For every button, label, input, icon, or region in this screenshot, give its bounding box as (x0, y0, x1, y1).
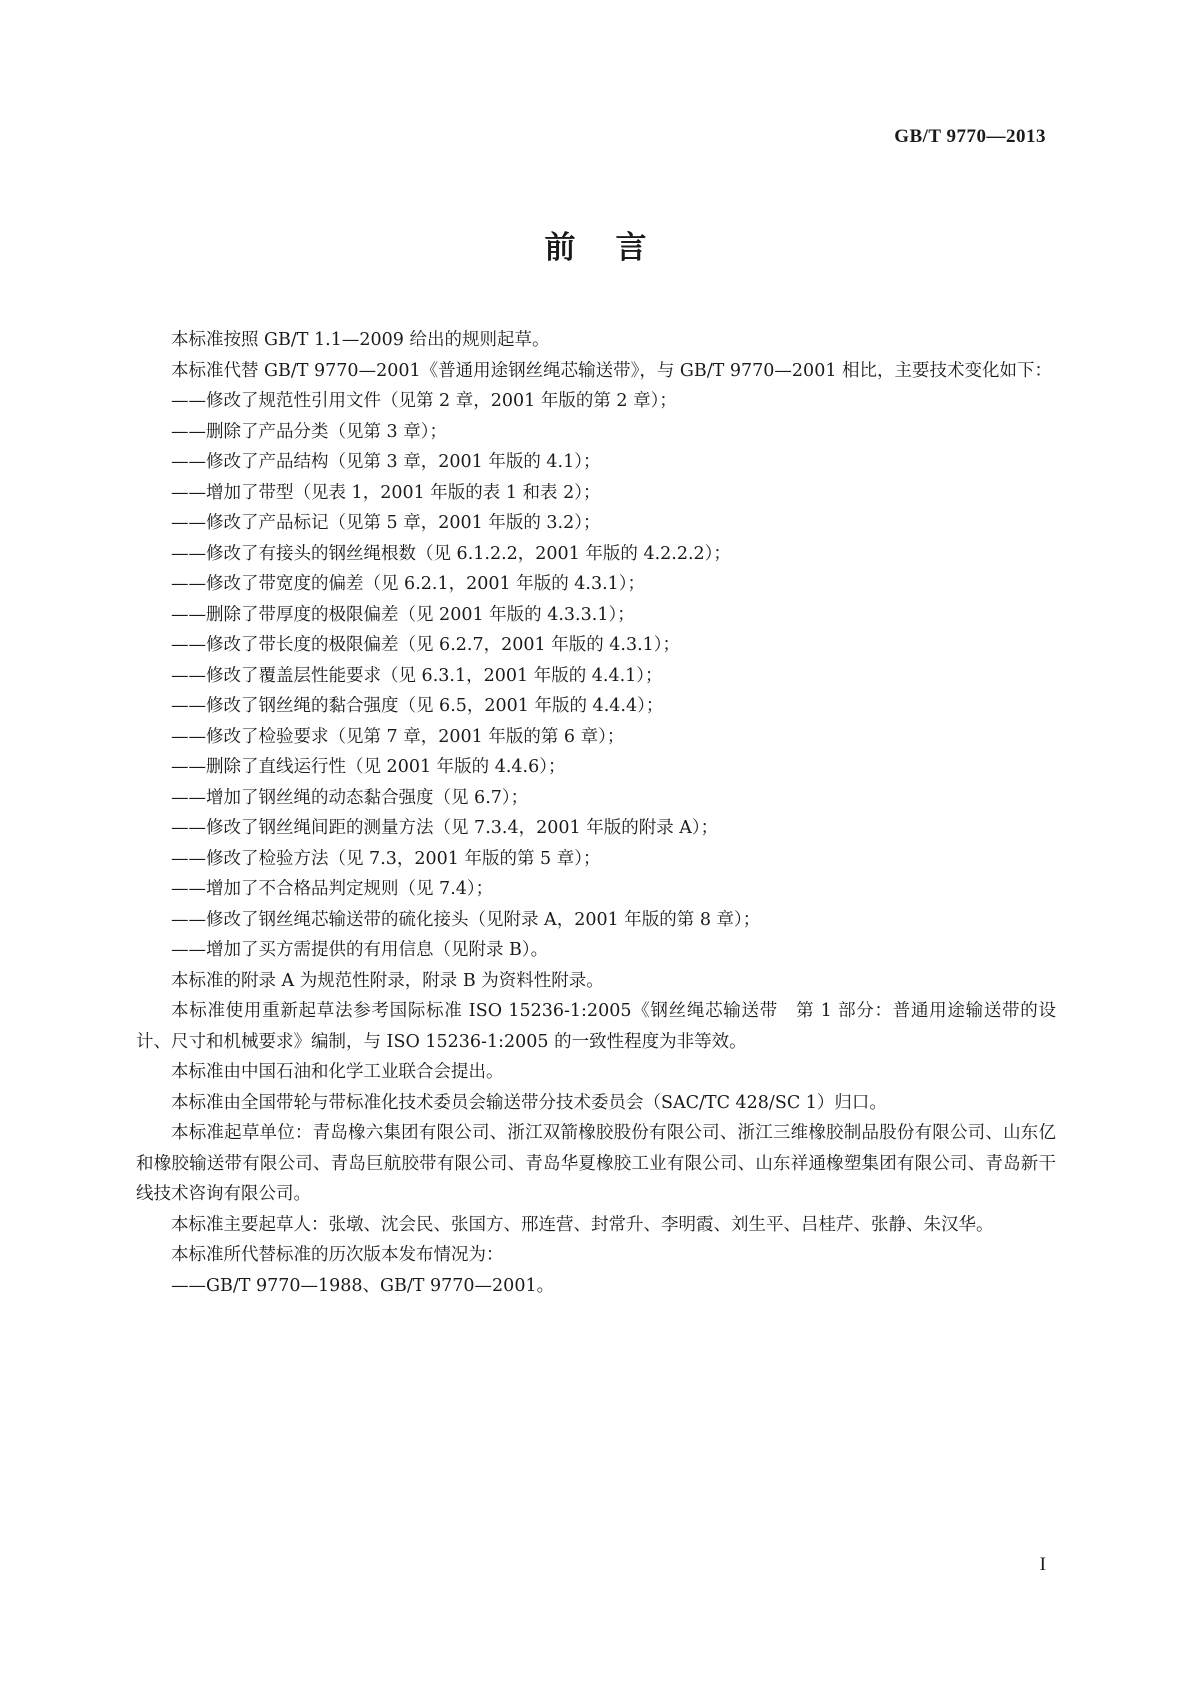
standard-number-header: GB/T 9770—2013 (894, 126, 1046, 147)
paragraph-annexes: 本标准的附录 A 为规范性附录，附录 B 为资料性附录。 (171, 970, 604, 991)
list-item: ——修改了覆盖层性能要求（见 6.3.1，2001 年版的 4.4.1）； (171, 665, 663, 686)
paragraph-committee: 本标准由全国带轮与带标准化技术委员会输送带分技术委员会（SAC/TC 428/SC 1）归口。 (171, 1092, 887, 1113)
list-item: ——修改了带宽度的偏差（见 6.2.1，2001 年版的 4.3.1）； (171, 574, 646, 594)
list-item: ——修改了钢丝绳间距的测量方法（见 7.3.4，2001 年版的附录 A）； (171, 818, 719, 838)
list-item: ——修改了规范性引用文件（见第 2 章，2001 年版的第 2 章）； (171, 391, 677, 411)
list-item: ——修改了产品结构（见第 3 章，2001 年版的 4.1）； (171, 452, 601, 472)
paragraph-history-intro: 本标准所代替标准的历次版本发布情况为： (171, 1245, 504, 1265)
list-item: ——修改了有接头的钢丝绳根数（见 6.1.2.2，2001 年版的 4.2.2.2）； (171, 543, 731, 564)
document-body (136, 325, 1056, 1301)
paragraph-replacement-intro: 本标准代替 GB/T 9770—2001《普通用途钢丝绳芯输送带》，与 GB/T 9770—2001 相比，主要技术变化如下： (171, 360, 1053, 381)
list-item: ——增加了带型（见表 1，2001 年版的表 1 和表 2）； (171, 482, 601, 503)
list-item: ——增加了钢丝绳的动态黏合强度（见 6.7）； (171, 787, 529, 808)
list-item: ——删除了产品分类（见第 3 章）； (171, 421, 448, 442)
paragraph-drafting-rules: 本标准按照 GB/T 1.1—2009 给出的规则起草。 (171, 330, 550, 350)
list-item: ——修改了带长度的极限偏差（见 6.2.7，2001 年版的 4.3.1）； (171, 635, 681, 655)
paragraph-drafters: 本标准主要起草人：张墩、沈会民、张国方、邢连营、封常升、李明霞、刘生平、吕桂芹、张静、朱汉华。 (171, 1214, 994, 1235)
history-item: ——GB/T 9770—1988、GB/T 9770—2001。 (171, 1275, 555, 1296)
list-item: ——删除了带厚度的极限偏差（见 2001 年版的 4.3.3.1）； (171, 604, 635, 625)
page-title: 前言 (544, 230, 687, 266)
list-item: ——修改了钢丝绳芯输送带的硫化接头（见附录 A，2001 年版的第 8 章）； (171, 909, 761, 930)
paragraph-iso-reference: 本标准使用重新起草法参考国际标准 ISO 15236-1:2005《钢丝绳芯输送带 第 1 部分：普通用途输送带的设计、尺寸和机械要求》编制，与 ISO 15236-1:2005 的一致性程度为非等效。 (136, 1001, 1056, 1052)
paragraph-drafting-units: 本标准起草单位：青岛橡六集团有限公司、浙江双箭橡胶股份有限公司、浙江三维橡胶制品股份有限公司、山东亿和橡胶输送带有限公司、青岛巨航胶带有限公司、青岛华夏橡胶工业有限公司、山东祥通橡塑集团有限公司、青岛新干线技术咨询有限公司。 (136, 1123, 1056, 1204)
list-item: ——修改了钢丝绳的黏合强度（见 6.5，2001 年版的 4.4.4）； (171, 696, 664, 716)
list-item: ——修改了检验方法（见 7.3，2001 年版的第 5 章）； (171, 848, 601, 869)
list-item: ——删除了直线运行性（见 2001 年版的 4.4.6）； (171, 757, 566, 777)
list-item: ——增加了买方需提供的有用信息（见附录 B）。 (171, 940, 549, 960)
list-item: ——增加了不合格品判定规则（见 7.4）； (171, 879, 494, 899)
page-number: I (1039, 1554, 1046, 1575)
list-item: ——修改了产品标记（见第 5 章，2001 年版的 3.2）； (171, 513, 601, 533)
changes-list (136, 386, 1056, 966)
paragraph-proposer: 本标准由中国石油和化学工业联合会提出。 (171, 1062, 504, 1082)
list-item: ——修改了检验要求（见第 7 章，2001 年版的第 6 章）； (171, 726, 625, 747)
